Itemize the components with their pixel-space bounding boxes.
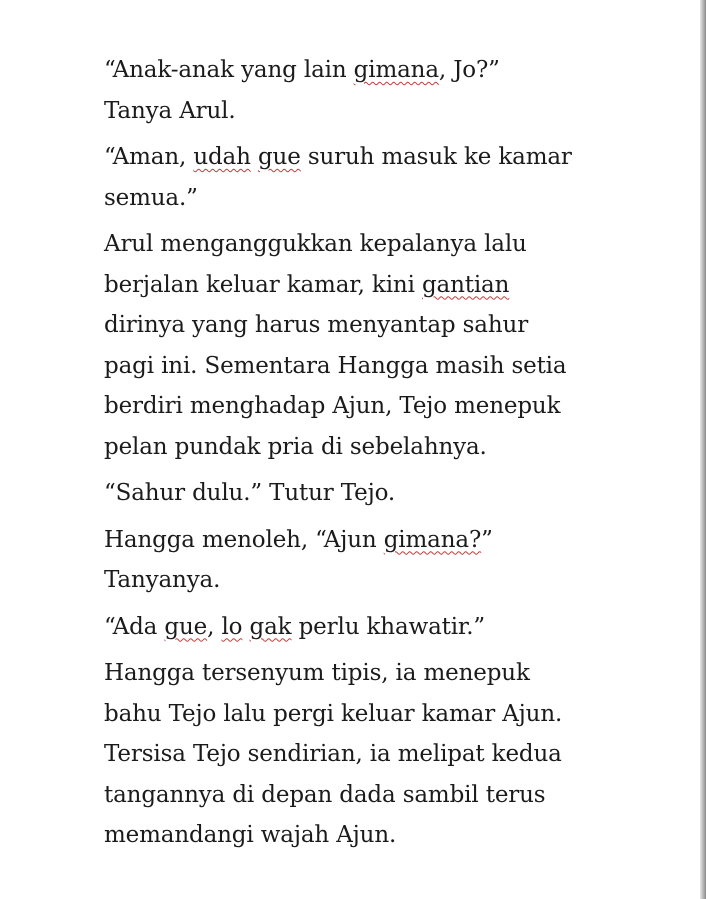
text-run: pagi ini. Sementara Hangga masih setia <box>104 352 567 379</box>
text-run: berdiri menghadap Ajun, Tejo menepuk <box>104 393 561 419</box>
text-run <box>251 144 258 170</box>
text-run: “Anak-anak yang lain <box>104 57 354 83</box>
spellcheck-flagged-word: lo <box>221 613 243 640</box>
text-run: berjalan keluar kamar, kini <box>104 271 422 298</box>
spellcheck-flagged-word: gue <box>257 144 301 170</box>
paragraph <box>104 50 624 131</box>
paragraph <box>104 607 624 648</box>
document-body <box>104 50 624 862</box>
text-run: suruh masuk ke kamar <box>300 144 572 170</box>
text-run: , <box>207 613 222 640</box>
paragraph <box>104 137 624 218</box>
page-edge-shadow <box>700 0 706 899</box>
spellcheck-flagged-word: gak <box>249 613 292 640</box>
spellcheck-flagged-word: udah <box>193 144 251 170</box>
paragraph <box>104 224 624 467</box>
spellcheck-flagged-word: gimana? <box>383 526 482 553</box>
text-run: bahu Tejo lalu pergi keluar kamar Ajun. <box>104 700 563 727</box>
spellcheck-flagged-word: gimana <box>353 57 439 83</box>
spellcheck-flagged-word: gue <box>164 613 208 640</box>
text-run: tangannya di depan dada sambil terus <box>104 781 546 808</box>
text-run: Hangga tersenyum tipis, ia menepuk <box>104 660 530 686</box>
paragraph <box>104 653 624 856</box>
text-run: ” <box>481 526 493 553</box>
paragraph <box>104 473 624 514</box>
text-run: Arul menganggukkan kepalanya lalu <box>104 231 527 257</box>
text-run: perlu khawatir.” <box>291 613 486 640</box>
text-run: semua.” <box>104 184 198 211</box>
paragraph <box>104 520 624 601</box>
text-run: Hangga menoleh, “Ajun <box>104 526 384 553</box>
text-run: “Aman, <box>104 144 194 170</box>
text-run: “Ada <box>104 613 165 640</box>
text-run <box>242 614 249 640</box>
text-run: Tanyanya. <box>104 567 221 593</box>
spellcheck-flagged-word: gantian <box>421 271 510 298</box>
text-run: memandangi wajah Ajun. <box>104 822 397 848</box>
text-run: , Jo?” <box>438 57 500 83</box>
text-run: Tersisa Tejo sendirian, ia melipat kedua <box>104 741 562 767</box>
text-run: “Sahur dulu.” Tutur Tejo. <box>104 480 396 506</box>
text-run: dirinya yang harus menyantap sahur <box>104 312 529 338</box>
text-run: pelan pundak pria di sebelahnya. <box>104 433 487 460</box>
text-run: Tanya Arul. <box>104 97 236 124</box>
